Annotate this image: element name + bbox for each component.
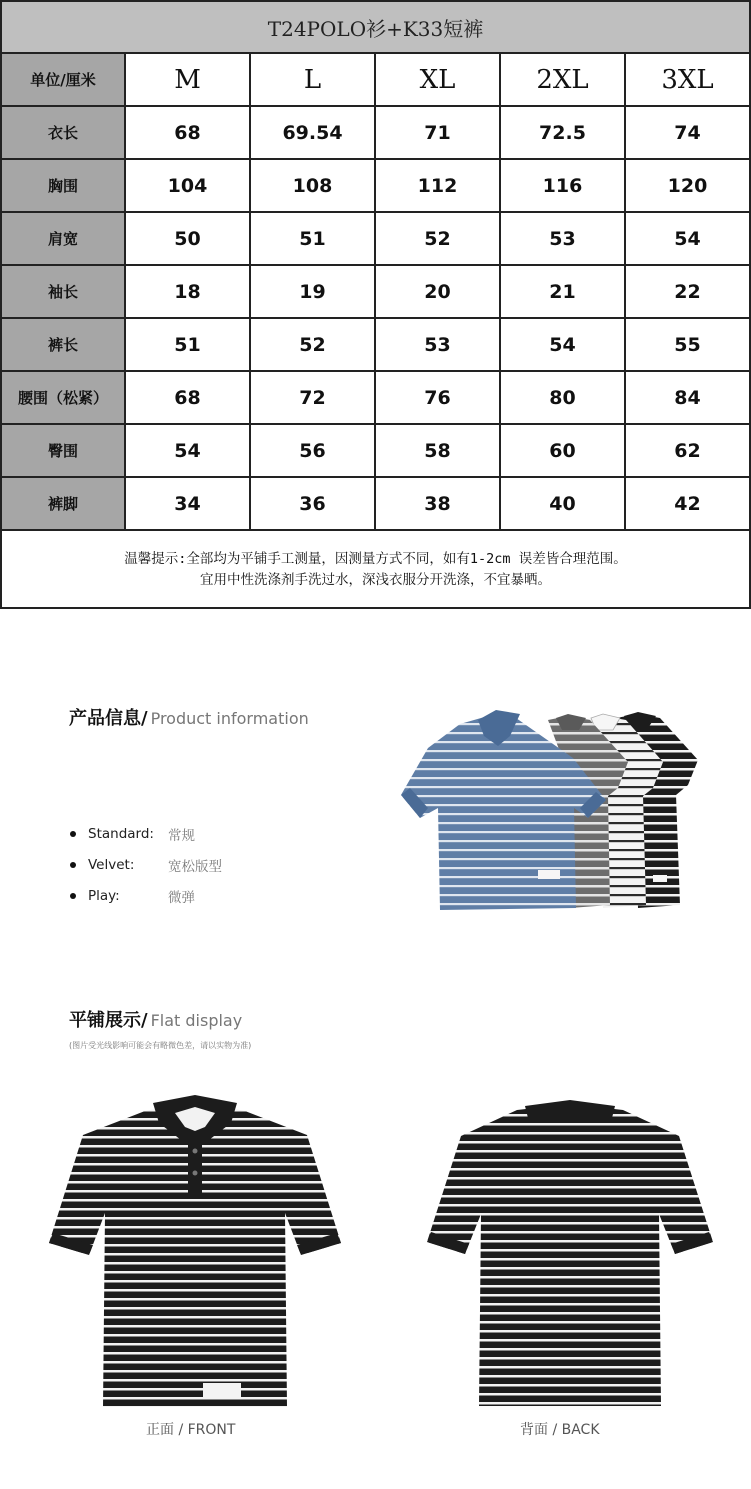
table-cell: 68 bbox=[126, 372, 251, 423]
size-header: 2XL bbox=[501, 54, 626, 105]
row-label: 臀围 bbox=[2, 425, 126, 476]
table-cell: 52 bbox=[376, 213, 501, 264]
table-cell: 104 bbox=[126, 160, 251, 211]
spec-item bbox=[70, 818, 222, 849]
flat-display-title bbox=[69, 1006, 242, 1032]
table-cell: 51 bbox=[251, 213, 376, 264]
size-header: 3XL bbox=[661, 64, 714, 95]
bullet-icon bbox=[70, 893, 76, 899]
table-cell: 36 bbox=[251, 478, 376, 529]
row-label: 胸围 bbox=[2, 160, 126, 211]
table-cell: 56 bbox=[251, 425, 376, 476]
product-info-title-cn: 产品信息/ bbox=[69, 708, 148, 729]
row-label: 裤脚 bbox=[2, 478, 126, 529]
spec-name: Standard: bbox=[88, 825, 154, 842]
table-cell: 116 bbox=[501, 160, 626, 211]
bullet-icon bbox=[70, 862, 76, 868]
table-cell: 62 bbox=[674, 439, 701, 462]
row-label: 肩宽 bbox=[2, 213, 126, 264]
size-table bbox=[0, 0, 751, 609]
flat-display-title-en: Flat display bbox=[150, 1011, 243, 1030]
table-cell: 18 bbox=[126, 266, 251, 317]
table-cell: 108 bbox=[251, 160, 376, 211]
bullet-icon bbox=[70, 831, 76, 837]
color-disclaimer: (图片受光线影响可能会有略微色差，请以实物为准) bbox=[69, 1041, 252, 1050]
table-cell: 76 bbox=[376, 372, 501, 423]
table-row bbox=[2, 425, 749, 478]
table-cell: 22 bbox=[674, 280, 701, 303]
table-cell: 69.54 bbox=[251, 107, 376, 158]
spec-name: Play: bbox=[88, 887, 120, 904]
table-cell: 71 bbox=[376, 107, 501, 158]
table-cell: 19 bbox=[251, 266, 376, 317]
table-cell: 52 bbox=[251, 319, 376, 370]
table-cell: 54 bbox=[674, 227, 701, 250]
spec-value: 常规 bbox=[168, 827, 195, 844]
table-cell: 55 bbox=[674, 333, 701, 356]
table-row bbox=[2, 319, 749, 372]
row-label: 袖长 bbox=[2, 266, 126, 317]
product-stack-photo bbox=[398, 700, 710, 920]
care-note-line: 温馨提示:全部均为平铺手工测量，因测量方式不同，如有1-2cm 误差皆合理范围。 bbox=[124, 550, 627, 567]
table-row bbox=[2, 266, 749, 319]
size-header: XL bbox=[376, 54, 501, 105]
spec-value: 微弹 bbox=[168, 889, 195, 906]
table-title: T24POLO衫+K33短裤 bbox=[2, 2, 749, 54]
table-cell: 112 bbox=[376, 160, 501, 211]
front-caption: 正面 / FRONT bbox=[146, 1422, 236, 1438]
spec-item bbox=[70, 849, 222, 880]
table-cell: 68 bbox=[126, 107, 251, 158]
table-cell: 38 bbox=[376, 478, 501, 529]
table-cell: 42 bbox=[674, 492, 701, 515]
table-cell: 53 bbox=[501, 213, 626, 264]
size-header: L bbox=[251, 54, 376, 105]
back-caption: 背面 / BACK bbox=[520, 1422, 600, 1438]
table-cell: 20 bbox=[376, 266, 501, 317]
table-header-row bbox=[2, 54, 749, 107]
table-cell: 74 bbox=[674, 121, 701, 144]
back-shirt-photo bbox=[425, 1100, 715, 1415]
table-cell: 34 bbox=[126, 478, 251, 529]
table-row bbox=[2, 107, 749, 160]
unit-label: 单位/厘米 bbox=[2, 54, 126, 105]
spec-item bbox=[70, 880, 222, 911]
table-cell: 40 bbox=[501, 478, 626, 529]
table-cell: 21 bbox=[501, 266, 626, 317]
table-cell: 53 bbox=[376, 319, 501, 370]
table-cell: 60 bbox=[501, 425, 626, 476]
row-label: 腰围（松紧） bbox=[2, 372, 126, 423]
table-cell: 80 bbox=[501, 372, 626, 423]
flat-display-title-cn: 平铺展示/ bbox=[69, 1010, 148, 1031]
size-header: M bbox=[126, 54, 251, 105]
spec-list bbox=[70, 818, 222, 911]
product-info-title bbox=[69, 704, 309, 730]
row-label: 裤长 bbox=[2, 319, 126, 370]
table-cell: 50 bbox=[126, 213, 251, 264]
row-label: 衣长 bbox=[2, 107, 126, 158]
care-note bbox=[2, 532, 749, 607]
table-cell: 84 bbox=[674, 386, 701, 409]
spec-value: 宽松版型 bbox=[168, 858, 222, 875]
table-cell: 72 bbox=[251, 372, 376, 423]
table-row bbox=[2, 372, 749, 425]
table-cell: 58 bbox=[376, 425, 501, 476]
table-row bbox=[2, 160, 749, 213]
care-note-line: 宜用中性洗涤剂手洗过水，深浅衣服分开洗涤，不宜暴晒。 bbox=[200, 571, 551, 588]
table-cell: 72.5 bbox=[501, 107, 626, 158]
spec-name: Velvet: bbox=[88, 856, 135, 873]
product-info-title-en: Product information bbox=[150, 709, 309, 728]
table-row bbox=[2, 213, 749, 266]
table-cell: 51 bbox=[126, 319, 251, 370]
table-cell: 120 bbox=[667, 174, 708, 197]
table-cell: 54 bbox=[501, 319, 626, 370]
table-cell: 54 bbox=[126, 425, 251, 476]
table-row bbox=[2, 478, 749, 531]
front-shirt-photo bbox=[45, 1095, 345, 1415]
